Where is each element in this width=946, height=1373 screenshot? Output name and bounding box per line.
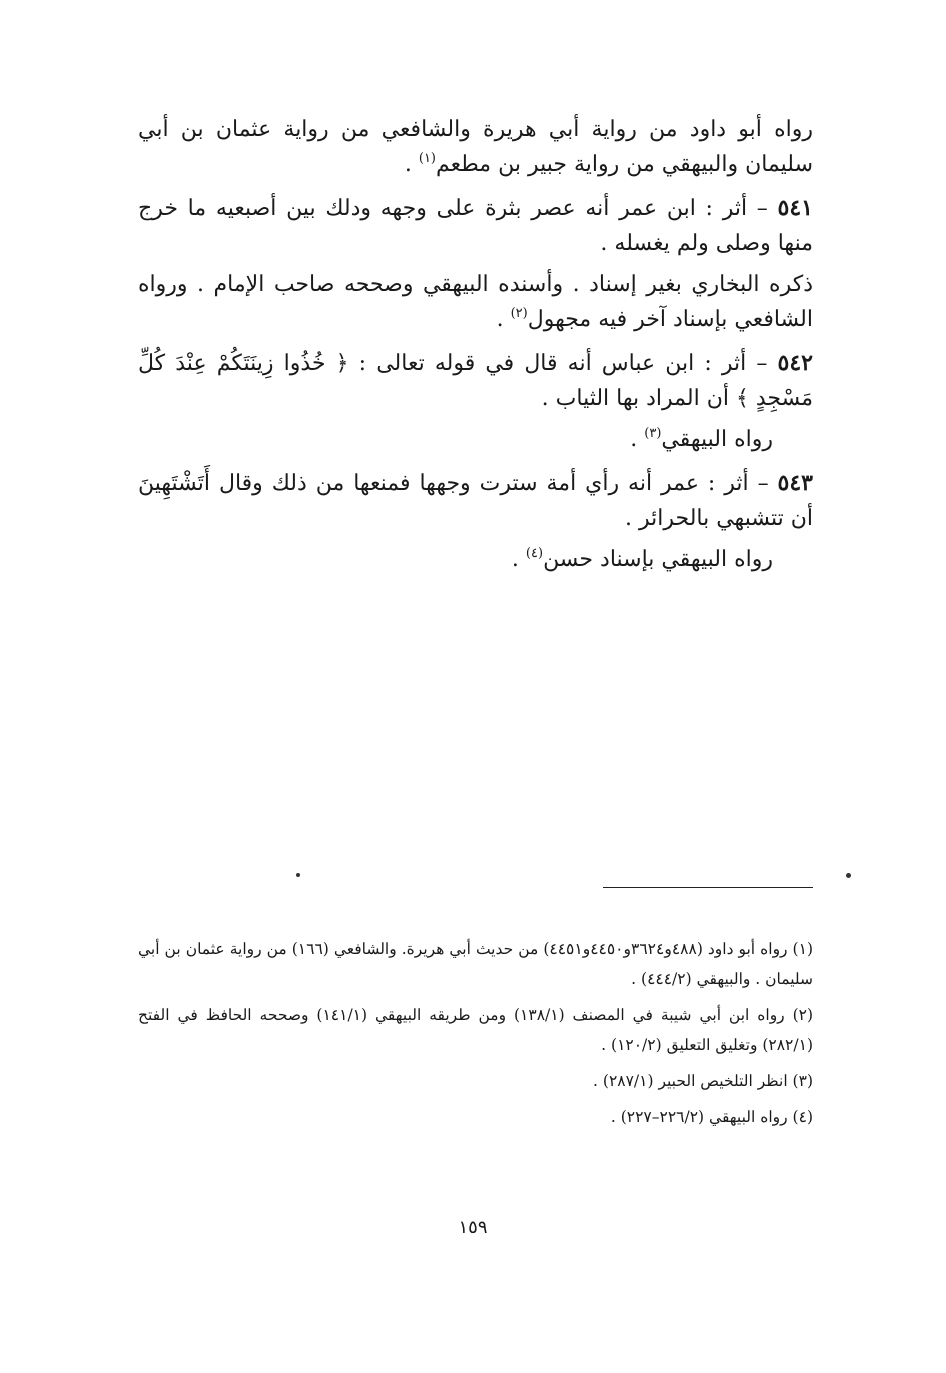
footnote-2: (٢) رواه ابن أبي شيبة في المصنف (١٣٨/١) ومن طريقه البيهقي (١٤١/١) وصححه الحافظ في الفتح (٢٨٢/١) وتغليق التعليق (١٢٠/٢) . [138, 1006, 814, 1054]
footnote-marker[interactable]: (١) [418, 151, 436, 166]
paragraph-text: رواه البيهقي بإسناد حسن [543, 547, 773, 572]
paragraph-end: . [404, 152, 419, 177]
footnote-3: (٣) انظر التلخيص الحبير (٢٨٧/١) . [593, 1072, 813, 1090]
footnote-marker[interactable]: (٣) [644, 426, 662, 441]
footnote-marker[interactable]: (٢) [510, 306, 528, 321]
entry-number: ٥٤٣ [777, 470, 813, 496]
page-number: ١٥٩ [458, 1217, 488, 1238]
footnote-4: (٤) رواه البيهقي (٢٢٦/٢–٢٢٧) . [610, 1108, 813, 1126]
paragraph-text: – أثر : ابن عباس أنه قال في قوله تعالى : ﴿ خُذُوا زِينَتَكُمْ عِنْدَ كُلِّ مَسْجِدٍ ﴾ أن المراد بها الثياب . [138, 351, 813, 411]
scan-speck [296, 873, 300, 877]
paragraph-end: . [496, 307, 511, 332]
footnote-1: (١) رواه أبو داود (٤٨٨و٣٦٢٤و٤٤٥٠و٤٤٥١) من حديث أبي هريرة. والشافعي (١٦٦) من رواية عثمان بن أبي سليمان . والبيهقي (٤٤٤/٢) . [138, 940, 813, 988]
paragraph-text: – أثر : ابن عمر أنه عصر بثرة على وجهه ودلك بين أصبعيه ما خرج منها وصلى ولم يغسله . [138, 196, 813, 256]
paragraph-5 [138, 466, 813, 536]
footnote-marker[interactable]: (٤) [525, 546, 544, 561]
footnote-separator [603, 887, 813, 888]
entry-number: ٥٤١ [777, 195, 813, 221]
paragraph-text: رواه البيهقي [661, 427, 773, 452]
paragraph-4 [138, 422, 813, 460]
entry-number: ٥٤٢ [777, 350, 813, 376]
footnotes [138, 934, 813, 1138]
paragraph-2 [138, 267, 813, 340]
paragraph-text: – أثر : عمر أنه رأي أمة سترت وجهها فمنعها من ذلك وقال أَتَشْتَهِينَ أن تتشبهي بالحرائر . [138, 471, 813, 531]
scan-speck [846, 873, 851, 878]
paragraph-0 [138, 112, 813, 185]
paragraph-text: رواه أبو داود من رواية أبي هريرة والشافعي من رواية عثمان بن أبي سليمان والبيهقي من رواية جبير بن مطعم [138, 117, 813, 177]
paragraph-end: . [511, 547, 526, 572]
main-text [138, 112, 813, 580]
paragraph-end: . [630, 427, 645, 452]
paragraph-3 [138, 346, 813, 416]
paragraph-6 [138, 542, 813, 580]
paragraph-1 [138, 191, 813, 261]
paragraph-text: ذكره البخاري بغير إسناد . وأسنده البيهقي وصححه صاحب الإمام . ورواه الشافعي بإسناد آخر فيه مجهول [138, 272, 813, 332]
